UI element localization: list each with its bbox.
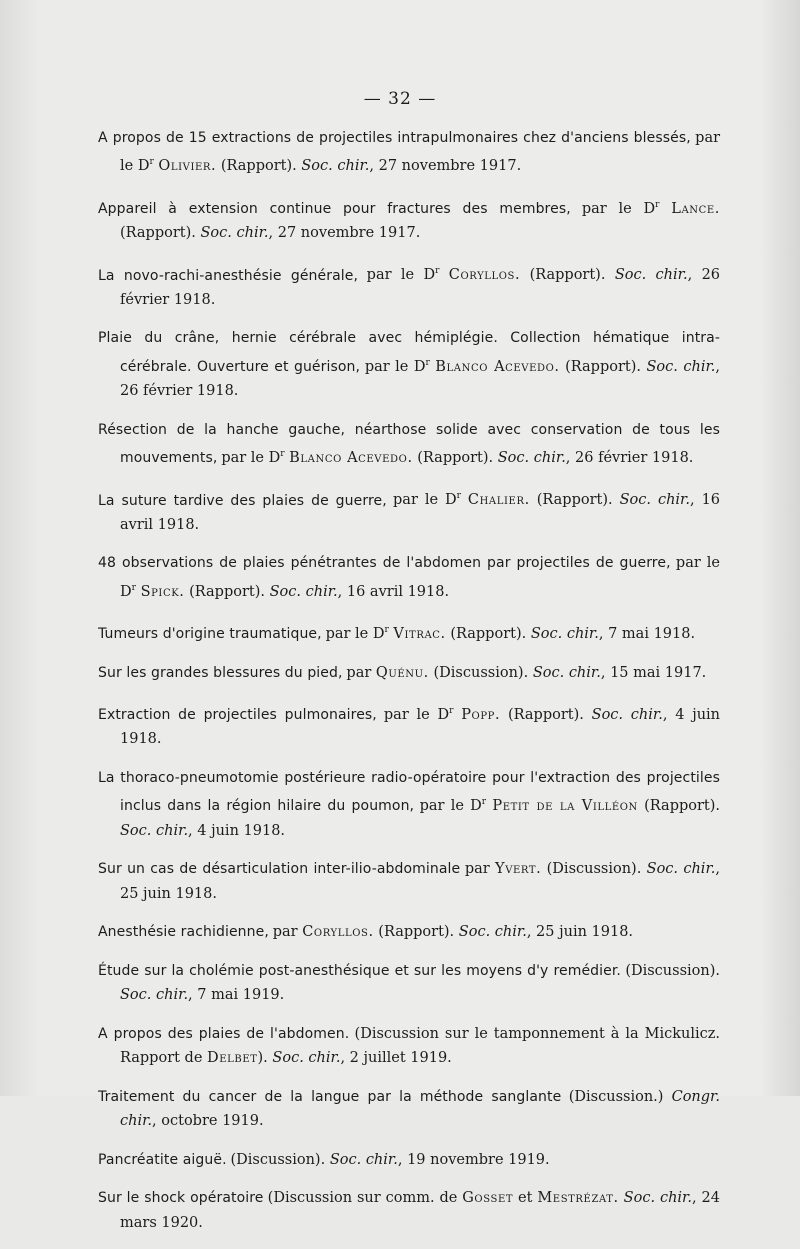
journal-name: Soc. chir. — [120, 822, 189, 839]
entry-title: Appareil à extension continue pour fractures des membres, — [98, 200, 571, 217]
journal-name: Soc. chir. — [623, 1190, 692, 1207]
bibliography-entry — [98, 699, 720, 752]
bibliography-entry — [98, 618, 720, 646]
reference-text: (Discussion). — [230, 1151, 330, 1168]
reference-text: par le D — [120, 555, 721, 600]
reference-text: r — [131, 582, 136, 593]
bibliography-entry — [98, 551, 720, 604]
entry-title: A propos de 15 extractions de projectiles intrapulmonaires chez d'anciens blessés, — [98, 130, 691, 146]
reference-text: par le D — [221, 450, 281, 467]
reference-text: par — [346, 664, 376, 681]
reference-text: , 2 juillet 1919. — [340, 1050, 452, 1067]
reference-text: r — [280, 449, 285, 460]
author-name: Gosset — [462, 1190, 514, 1207]
journal-name: Soc. chir. — [269, 583, 338, 600]
author-name: Petit de la Villéon — [492, 798, 638, 815]
reference-text: (Rapport). — [412, 450, 498, 467]
entry-title: Étude sur la cholémie post-anesthésique et sur les moyens d'y remédier. — [98, 962, 621, 979]
reference-text: , 7 mai 1918. — [598, 626, 696, 643]
reference-text: par — [464, 861, 496, 878]
reference-text: par le D — [393, 492, 457, 509]
bibliography-entry — [98, 959, 720, 1008]
journal-name: Soc. chir. — [646, 861, 716, 878]
reference-text: , 27 novembre 1917. — [268, 225, 421, 242]
reference-text: r — [481, 797, 487, 808]
reference-text: , 16 avril 1918. — [120, 492, 721, 533]
reference-text: , 25 juin 1918. — [526, 924, 634, 941]
reference-text: (Rapport). — [216, 158, 302, 175]
bibliography-entry — [98, 193, 720, 246]
journal-name: Soc. chir. — [200, 225, 269, 242]
author-name: Lance. — [671, 200, 720, 217]
reference-text: r — [449, 706, 454, 717]
reference-text — [439, 267, 448, 283]
reference-text: par le D — [383, 706, 450, 723]
bibliography-entry — [98, 661, 720, 686]
entry-title: La suture tardive des plaies de guerre, — [98, 492, 387, 509]
reference-text: , 4 juin 1918. — [120, 706, 721, 748]
bibliography-entry — [98, 1022, 720, 1071]
reference-text — [461, 492, 468, 508]
reference-text: (Rapport). — [373, 924, 459, 941]
author-name: Coryllos. — [302, 924, 374, 941]
journal-name: Soc. chir. — [614, 267, 688, 284]
reference-text: , 27 novembre 1917. — [369, 158, 522, 175]
reference-text: , octobre 1919. — [152, 1113, 264, 1130]
entry-reference — [273, 924, 633, 940]
entry-title: Résection de la hanche gauche, néarthose solide avec conservation de tous les mouvements, — [98, 421, 720, 467]
reference-text: (Rapport). — [637, 798, 721, 815]
reference-text: , 25 juin 1918. — [120, 861, 720, 902]
journal-name: Soc. chir. — [530, 626, 599, 643]
bibliography-entry — [98, 326, 720, 403]
reference-text: (Discussion sur comm. de — [267, 1190, 463, 1207]
author-name: Vitrac. — [393, 626, 446, 643]
bibliography-entry — [98, 920, 720, 945]
journal-name: Soc. chir. — [591, 706, 663, 723]
entry-title: A propos des plaies de l'abdomen. — [98, 1025, 350, 1042]
reference-text: par le D — [419, 798, 482, 815]
author-name: Yvert. — [495, 861, 542, 878]
reference-text: (Rapport). — [445, 626, 531, 643]
reference-text: (Discussion). — [625, 962, 720, 979]
reference-text: r — [149, 157, 154, 168]
entry-title: La thoraco-pneumotomie postérieure radio-opératoire pour l'extraction des projectiles inclus dans la région hilaire du poumon, — [98, 769, 720, 815]
reference-text: par — [272, 924, 303, 941]
reference-text: (Rapport). — [529, 492, 620, 509]
entry-reference — [231, 1152, 550, 1168]
reference-text: par le D — [120, 130, 721, 175]
entry-title: Traitement du cancer de la langue par la méthode sanglante — [98, 1088, 562, 1105]
bibliography-entry — [98, 126, 720, 179]
author-name: Spick. — [140, 583, 185, 600]
entry-reference — [221, 450, 693, 466]
page-number: — 32 — — [363, 89, 437, 109]
entry-title: Sur les grandes blessures du pied, — [98, 664, 343, 681]
entry-title: Pancréatite aiguë. — [98, 1151, 227, 1168]
journal-name: Soc. chir. — [532, 664, 601, 681]
bibliography-entry — [98, 1186, 720, 1235]
author-name: Coryllos. — [448, 267, 521, 284]
reference-text: (Rapport). — [184, 583, 270, 600]
reference-text: , 26 février 1918. — [565, 450, 694, 467]
reference-text: r — [425, 357, 430, 368]
reference-text: , 26 février 1918. — [120, 358, 721, 400]
reference-text: r — [655, 199, 660, 210]
author-name: Quénu. — [375, 664, 429, 681]
author-name: Olivier. — [158, 158, 217, 175]
bibliography-entry — [98, 1085, 720, 1134]
entry-reference — [326, 626, 696, 642]
reference-text: par le D — [366, 267, 436, 284]
author-name: Popp. — [461, 706, 501, 723]
journal-name: Soc. chir. — [329, 1151, 398, 1168]
reference-text: (Discussion sur le tamponnement à la Mickulicz. Rapport de — [120, 1025, 721, 1067]
reference-text: r — [435, 266, 440, 277]
author-name: Delbet — [207, 1050, 258, 1067]
entry-title: Extraction de projectiles pulmonaires, — [98, 706, 377, 723]
reference-text: , 15 mai 1917. — [600, 664, 707, 681]
author-name: Blanco Acevedo. — [435, 358, 560, 375]
reference-text: (Discussion). — [541, 861, 647, 878]
journal-name: Soc. chir. — [497, 450, 566, 467]
bibliography-entry — [98, 1148, 720, 1173]
reference-text: r — [384, 625, 389, 636]
journal-name: Soc. chir. — [120, 987, 189, 1004]
journal-name: Soc. chir. — [646, 358, 716, 375]
entry-title: Tumeurs d'origine traumatique, — [98, 626, 322, 643]
author-name: Chalier. — [467, 492, 530, 509]
reference-text: , 19 novembre 1919. — [397, 1151, 550, 1168]
reference-text: , 26 février 1918. — [120, 267, 721, 308]
reference-text: par le D — [581, 200, 656, 217]
reference-text: (Rapport). — [500, 706, 592, 723]
entry-title: La novo-rachi-anesthésie générale, — [98, 267, 359, 284]
reference-text: par le D — [325, 626, 385, 643]
reference-text — [659, 201, 671, 217]
bibliography-entry — [98, 485, 720, 538]
entry-title: 48 observations de plaies pénétrantes de l'abdomen par projectiles de guerre, — [98, 555, 671, 572]
reference-text: (Rapport). — [520, 267, 615, 284]
entry-title: Anesthésie rachidienne, — [98, 924, 269, 941]
entry-title: Plaie du crâne, hernie cérébrale avec hémiplégie. Collection hématique intra-cérébrale. Ouverture et guérison, — [98, 330, 720, 375]
author-name: Blanco Acevedo. — [289, 450, 413, 467]
bibliography-entry — [98, 260, 720, 313]
reference-text: , 24 mars 1920. — [120, 1190, 720, 1231]
reference-text: r — [456, 491, 461, 502]
journal-name: Soc. chir. — [301, 158, 370, 175]
reference-text: par le D — [364, 358, 426, 375]
reference-text: (Discussion.) — [568, 1088, 672, 1105]
bibliography-entry — [98, 857, 720, 906]
entry-reference — [346, 665, 706, 681]
entry-title: Sur le shock opératoire — [98, 1190, 264, 1207]
author-name: Mestrézat. — [537, 1190, 619, 1207]
reference-text: (Rapport). — [559, 358, 647, 375]
journal-name: Congr. chir. — [120, 1088, 720, 1130]
bibliography-entry — [98, 766, 720, 843]
journal-name: Soc. chir. — [619, 492, 690, 509]
journal-name: Soc. chir. — [272, 1050, 341, 1067]
reference-text: (Rapport). — [120, 225, 201, 242]
reference-text: (Discussion). — [428, 664, 533, 681]
entry-title: Sur un cas de désarticulation inter-ilio-abdominale — [98, 861, 461, 878]
journal-name: Soc. chir. — [458, 924, 527, 941]
bibliography-entry — [98, 418, 720, 471]
reference-text: , 7 mai 1919. — [188, 987, 285, 1004]
reference-text: , 16 avril 1918. — [337, 583, 450, 600]
bibliography-list — [98, 126, 720, 1249]
reference-text: et — [513, 1190, 538, 1207]
reference-text: , 4 juin 1918. — [188, 822, 286, 839]
reference-text: ). — [257, 1050, 273, 1067]
